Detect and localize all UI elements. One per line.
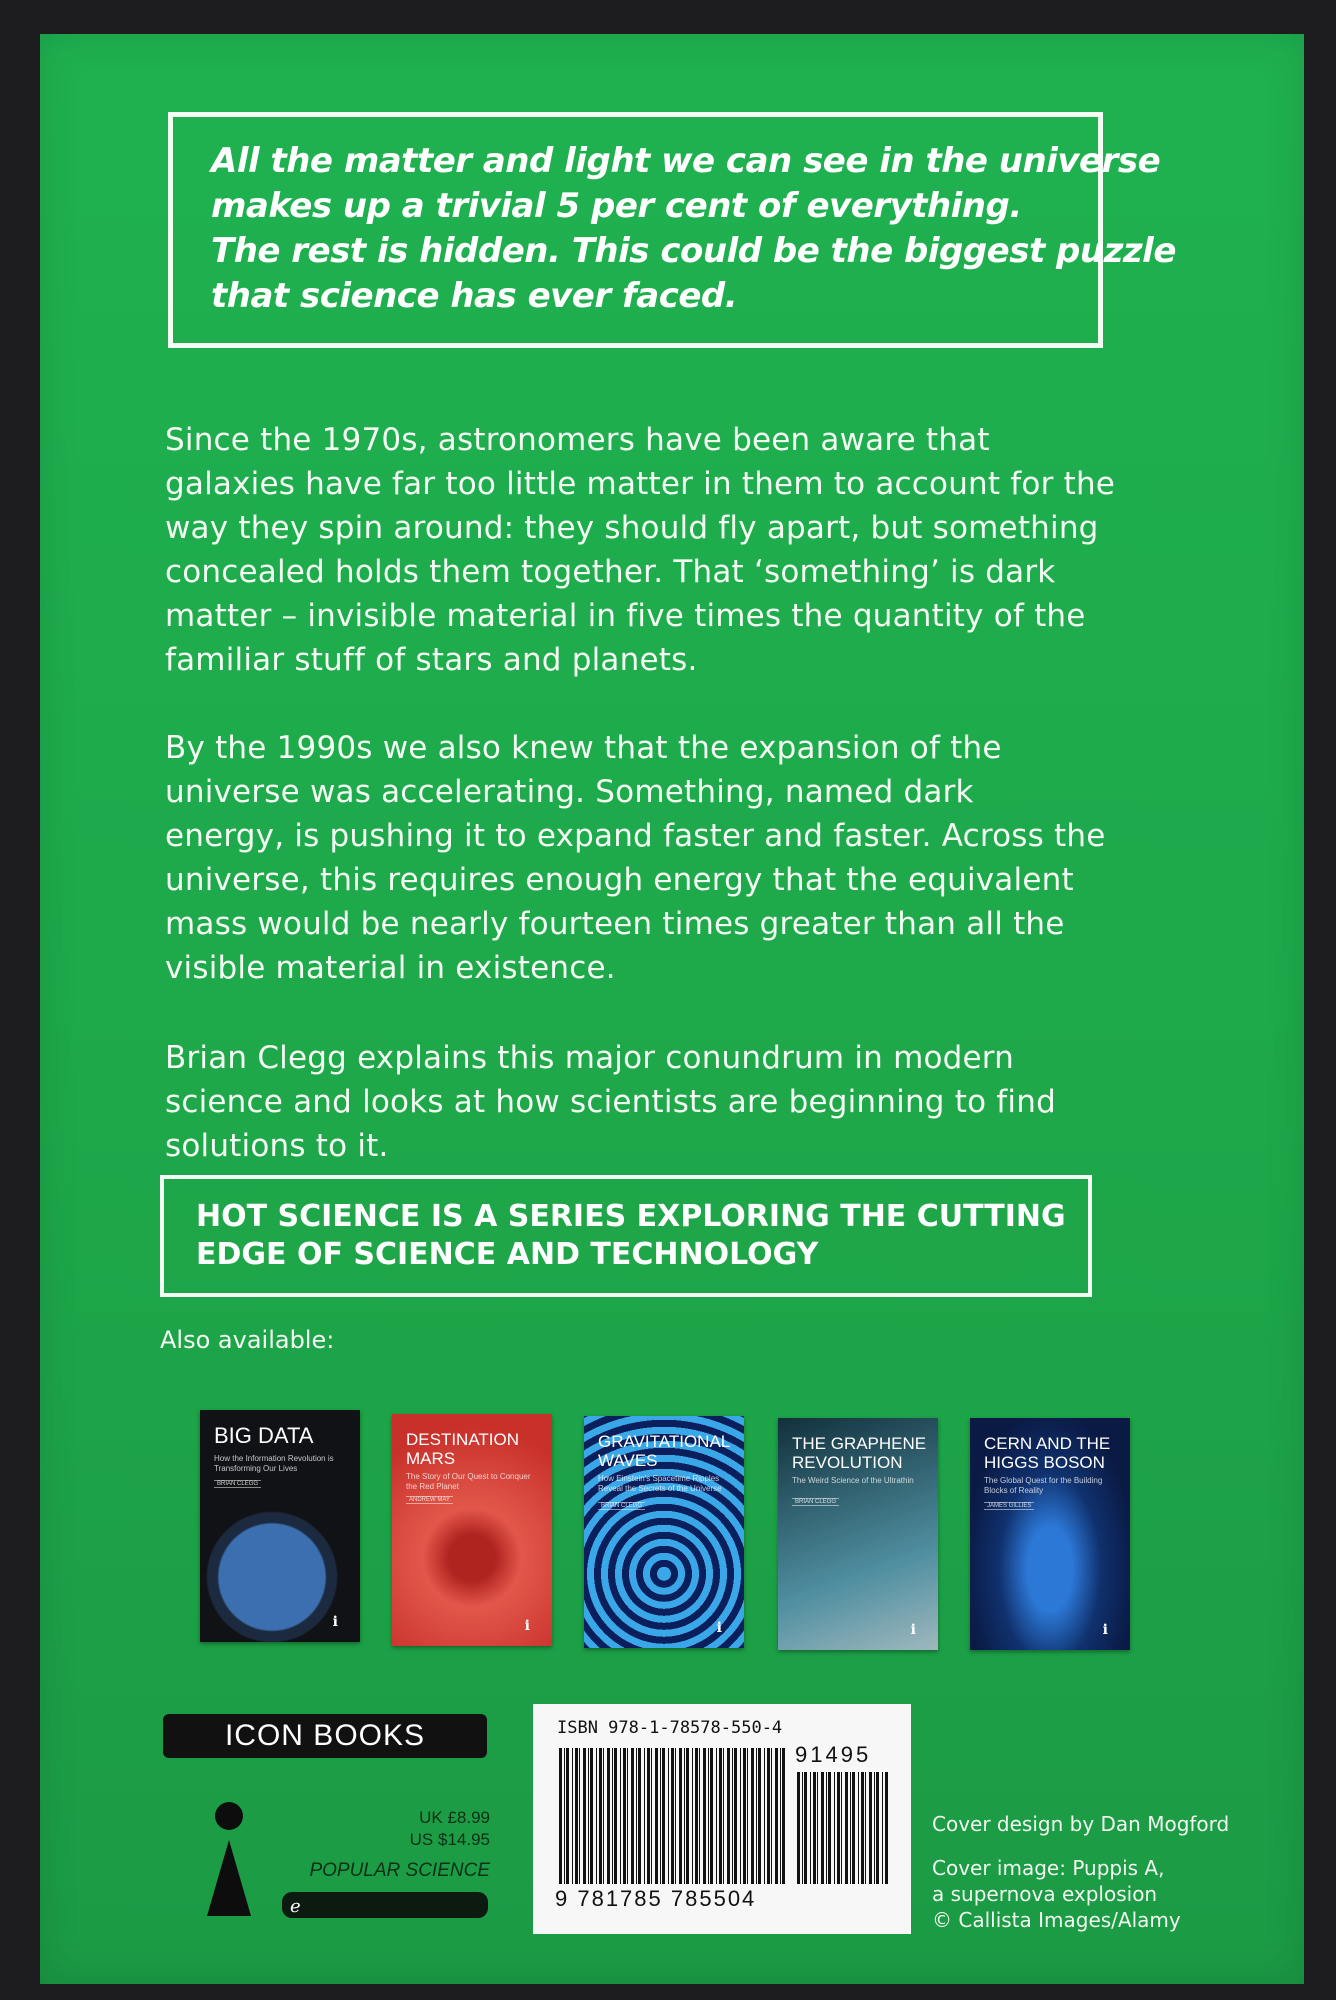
barcode-bar [559,1748,562,1884]
barcode-bar [668,1748,669,1884]
ebook-icon [282,1892,488,1918]
barcode-bar [804,1772,807,1884]
barcode-bar [764,1748,765,1884]
price-us: US $14.95 [409,1830,490,1849]
blurb-line: mass would be nearly fourteen times greater than all the [165,906,1065,942]
price-code: 91495 [795,1742,872,1767]
barcode-bar [727,1748,730,1884]
barcode-bar [782,1748,785,1884]
barcode-bar [828,1772,831,1884]
icon-books-logo-icon [205,1800,253,1920]
blurb-line: universe was accelerating. Something, named dark [165,774,974,810]
barcode-bar [758,1748,761,1884]
barcode-bar [660,1748,661,1884]
blurb-line: Since the 1970s, astronomers have been aware that [165,422,990,458]
barcode-bar [572,1748,573,1884]
barcode-bar [775,1748,778,1884]
book-author: BRIAN CLEGG [792,1498,839,1506]
price-uk: UK £8.99 [419,1808,490,1827]
series-box [160,1175,1092,1297]
barcode-bar [684,1748,685,1884]
barcode-bar [716,1748,717,1884]
isbn-number: ISBN 978-1-78578-550-4 [557,1718,783,1738]
barcode-bar [699,1748,700,1884]
barcode-bar [732,1748,733,1884]
barcode-bar [620,1748,621,1884]
barcode-bar [627,1748,628,1884]
book-thumbnail-big-data [200,1410,360,1642]
barcode-bar [612,1748,613,1884]
book-author: JAMES GILLIES [984,1502,1034,1510]
barcode-bar [850,1772,851,1884]
barcode-bar [599,1748,602,1884]
blurb-line: energy, is pushing it to expand faster and faster. Across the [165,818,1106,854]
also-available-label: Also available: [160,1326,335,1354]
barcode-bar [858,1772,859,1884]
book-title: GRAVITATIONAL WAVES [598,1432,730,1470]
blurb-line: Brian Clegg explains this major conundrum in modern [165,1040,1015,1076]
barcode-bar [810,1772,811,1884]
barcode-bar [614,1748,617,1884]
book-author: BRIAN CLEGG [214,1480,261,1488]
blurb-line: visible material in existence. [165,950,616,986]
barcode-bar [708,1748,709,1884]
cover-image-credit-line: © Callista Images/Alamy [932,1908,1181,1932]
barcode-bar [865,1772,866,1884]
barcode-panel [533,1704,911,1934]
barcode-bar [813,1772,816,1884]
blurb-line: familiar stuff of stars and planets. [165,642,698,678]
book-thumbnail-destination-mars [392,1414,552,1646]
barcode-bar [662,1748,665,1884]
publisher-logo: ICON BOOKS [163,1714,487,1758]
blurb-line: concealed holds them together. That ‘something’ is dark [165,554,1056,590]
barcode-bar [719,1748,722,1884]
barcode-bar [743,1748,746,1884]
barcode-bar [723,1748,724,1884]
book-subtitle: The Weird Science of the Ultrathin [792,1476,914,1485]
icon-logo-mark: i [524,1618,530,1634]
book-title: BIG DATA [214,1423,314,1448]
barcode-bar [636,1748,637,1884]
barcode-bar [747,1748,748,1884]
book-subtitle: How the Information Revolution is Transforming Our Lives [214,1454,334,1473]
book-subtitle: How Einstein's Spacetime Ripples Reveal the Secrets of the Universe [598,1474,722,1493]
barcode-bar [845,1772,848,1884]
blurb-line: galaxies have far too little matter in them to account for the [165,466,1116,502]
barcode-bar [603,1748,604,1884]
barcode-bar [821,1772,824,1884]
barcode-bar [869,1772,872,1884]
tagline-line: that science has ever faced. [211,276,738,316]
tagline-line: All the matter and light we can see in the universe [211,141,1161,181]
blurb-line: matter – invisible material in five times the quantity of the [165,598,1086,634]
book-author: BRIAN CLEGG [598,1502,645,1510]
barcode-bar [751,1748,754,1884]
tagline-line: The rest is hidden. This could be the biggest puzzle [211,231,1176,271]
barcode-bar [837,1772,840,1884]
barcode-bar [679,1748,682,1884]
blurb-line: solutions to it. [165,1128,389,1164]
barcode-bar [655,1748,658,1884]
barcode-bar [780,1748,781,1884]
ean-barcode [557,1748,787,1884]
ebook-badge [282,1892,488,1918]
book-author: ANDREW MAY [406,1496,453,1504]
barcode-bar [695,1748,698,1884]
barcode-bar [566,1748,569,1884]
barcode-bar [710,1748,713,1884]
barcode-bar [579,1748,580,1884]
cover-image-credit-line: a supernova explosion [932,1882,1158,1906]
book-title: CERN AND THE HIGGS BOSON [984,1434,1111,1472]
icon-logo-mark: i [1102,1622,1108,1638]
cover-design-credit: Cover design by Dan Mogford [932,1812,1230,1836]
barcode-bar [876,1772,879,1884]
barcode-bar [686,1748,689,1884]
barcode-bar [756,1748,757,1884]
barcode-bar [852,1772,855,1884]
barcode-bar [564,1748,565,1884]
barcode-bar [817,1772,818,1884]
svg-text:e: e [290,1896,301,1917]
blurb-line: By the 1990s we also knew that the expansion of the [165,730,1002,766]
barcode-bar [623,1748,626,1884]
barcode-bar [590,1748,593,1884]
barcode-bar [841,1772,842,1884]
series-line: EDGE OF SCIENCE AND TECHNOLOGY [196,1237,819,1272]
barcode-bar [874,1772,875,1884]
barcode-bar [826,1772,827,1884]
series-line: HOT SCIENCE IS A SERIES EXPLORING THE CUTTING [196,1199,1066,1234]
category-label: POPULAR SCIENCE [309,1860,490,1881]
icon-logo-mark: i [910,1622,916,1638]
barcode-bar [588,1748,589,1884]
barcode-bar [638,1748,641,1884]
blurb-line: science and looks at how scientists are beginning to find [165,1084,1056,1120]
barcode-bar [671,1748,674,1884]
barcode-bar [675,1748,676,1884]
barcode-bar [703,1748,706,1884]
barcode-bar [740,1748,741,1884]
price-block [290,1808,490,1858]
barcode-bar [651,1748,652,1884]
barcode-bar [647,1748,650,1884]
barcode-bar [575,1748,578,1884]
icon-logo-mark: i [332,1614,338,1630]
barcode-bar [771,1748,772,1884]
barcode-bar [596,1748,597,1884]
book-thumbnail-graphene-revolution [778,1418,938,1650]
barcode-bar [631,1748,634,1884]
barcode-digits: 9 781785 785504 [555,1886,757,1911]
book-subtitle: The Story of Our Quest to Conquer the Red Planet [406,1472,531,1491]
cover-image-credit-line: Cover image: Puppis A, [932,1856,1165,1880]
barcode-bar [607,1748,610,1884]
barcode-bar [767,1748,770,1884]
book-title: DESTINATION MARS [406,1430,520,1468]
icon-logo-mark: i [716,1620,722,1636]
barcode-bar [882,1772,883,1884]
book-subtitle: The Global Quest for the Building Blocks of Reality [984,1476,1103,1495]
price-add-on-barcode [795,1772,891,1884]
book-thumbnail-gravitational-waves [584,1416,744,1648]
barcode-bar [692,1748,693,1884]
book-thumbnail-cern-higgs-boson [970,1418,1130,1650]
tagline-box [168,112,1176,348]
blurb-line: way they spin around: they should fly apart, but something [165,510,1099,546]
book-title: THE GRAPHENE REVOLUTION [792,1434,927,1472]
barcode-bar [802,1772,803,1884]
tagline-line: makes up a trivial 5 per cent of everything. [211,186,1022,226]
barcode-bar [644,1748,645,1884]
barcode-bar [583,1748,586,1884]
barcode-bar [861,1772,864,1884]
barcode-bar [885,1772,888,1884]
barcode-bar [797,1772,800,1884]
barcode-bar [834,1772,835,1884]
barcode-bar [734,1748,737,1884]
blurb-line: universe, this requires enough energy that the equivalent [165,862,1074,898]
